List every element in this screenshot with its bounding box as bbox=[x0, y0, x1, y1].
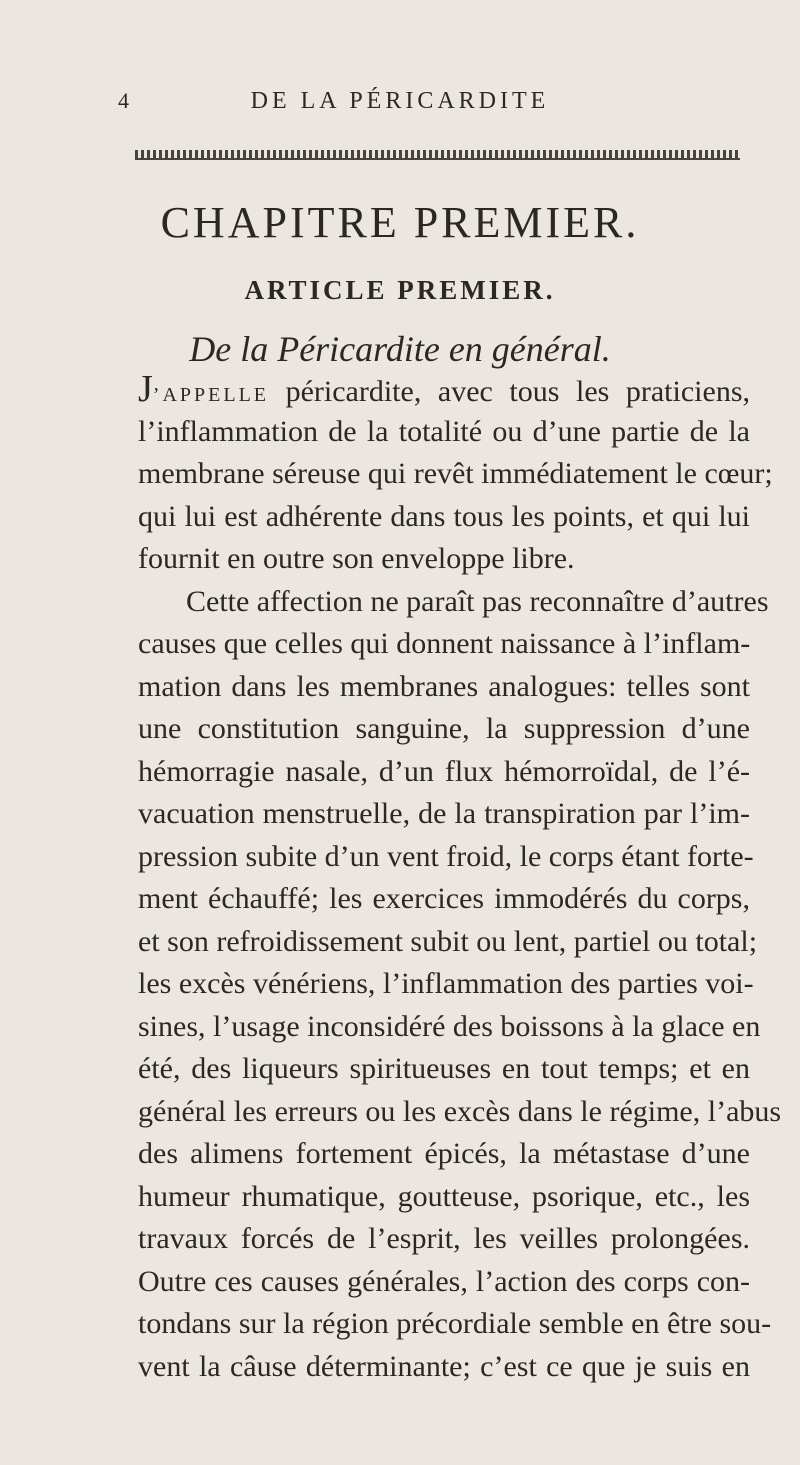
text-line: Outre ces causes générales, l’action des corps con- bbox=[138, 1264, 750, 1298]
text-line: hémorragie nasale, d’un flux hémorroïdal, de l’é- bbox=[138, 754, 750, 788]
text-line: fournit en outre son enveloppe libre. bbox=[138, 542, 575, 575]
text-line: général les erreurs ou les excès dans le régime, l’abus bbox=[138, 1094, 782, 1128]
text-line: membrane séreuse qui revêt immédiatement le cœur; bbox=[138, 457, 773, 490]
text-line: Cette affection ne paraît pas reconnaître d’autres bbox=[186, 584, 769, 618]
text-line: pression subite d’un vent froid, le corps étant forte- bbox=[138, 839, 754, 873]
text-line: causes que celles qui donnent naissance à l’inflam- bbox=[138, 627, 751, 660]
text-line: vacuation menstruelle, de la transpiration par l’im- bbox=[138, 797, 750, 830]
text-line: travaux forcés de l’esprit, les veilles prolongées. bbox=[138, 1222, 750, 1255]
text-line: ment échauffé; les exercices immodérés du corps, bbox=[138, 882, 750, 915]
text-line: vent la câuse déterminante; c’est ce que je suis en bbox=[138, 1349, 750, 1383]
text-line-rest: péricardite, avec tous les praticiens, bbox=[269, 375, 750, 408]
small-caps-word: ’APPELLE bbox=[152, 384, 270, 406]
page-number: 4 bbox=[118, 88, 129, 113]
body-text bbox=[138, 368, 782, 1388]
running-title: DE LA PÉRICARDITE bbox=[250, 88, 550, 114]
text-line: et son refroidissement subit ou lent, partiel ou total; bbox=[138, 924, 758, 958]
drop-cap: J bbox=[138, 368, 153, 410]
text-line: une constitution sanguine, la suppression d’une bbox=[138, 712, 750, 745]
text-line: sines, l’usage inconsidéré des boissons à la glace en bbox=[138, 1009, 761, 1043]
text-line: tondans sur la région précordiale semble en être sou- bbox=[138, 1307, 772, 1340]
text-line: mation dans les membranes analogues: telles sont bbox=[138, 669, 750, 703]
chapter-title: CHAPITRE PREMIER. bbox=[160, 198, 640, 247]
text-line: l’inflammation de la totalité ou d’une partie de la bbox=[138, 414, 750, 448]
text-line: été, des liqueurs spiritueuses en tout temps; et en bbox=[138, 1052, 750, 1085]
text-line: qui lui est adhérente dans tous les points, et qui lui bbox=[138, 499, 750, 533]
text-line: les excès vénériens, l’inflammation des parties voi- bbox=[138, 967, 754, 1000]
text-line: des alimens fortement épicés, la métastase d’une bbox=[138, 1137, 750, 1170]
section-title: De la Péricardite en général. bbox=[189, 329, 611, 369]
text-line: humeur rhumatique, goutteuse, psorique, etc., les bbox=[138, 1179, 750, 1213]
article-title: ARTICLE PREMIER. bbox=[244, 275, 556, 305]
ornamental-rule bbox=[135, 150, 740, 160]
text-line bbox=[138, 368, 750, 411]
